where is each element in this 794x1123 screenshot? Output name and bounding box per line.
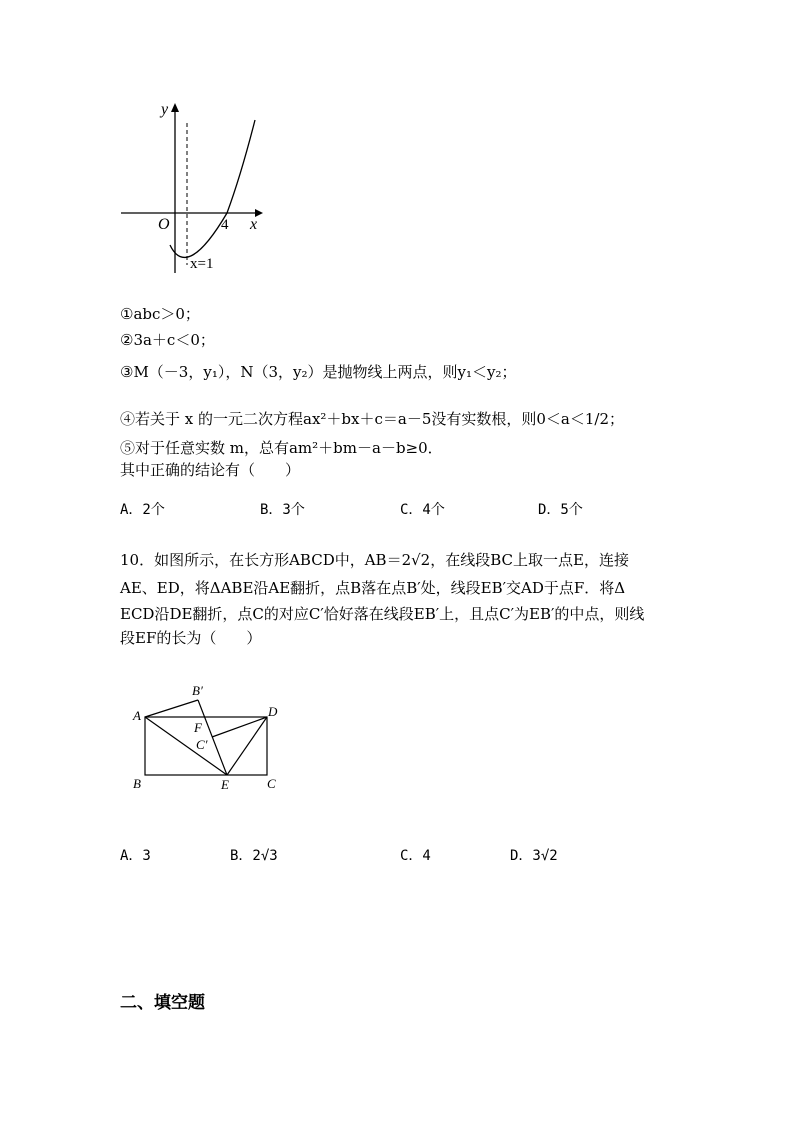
label-f: F [194, 720, 202, 735]
q10-line-3: ECD沿DE翻折，点C的对应C′恰好落在线段EB′上，且点C′为EB′的中点，则线 [120, 605, 645, 623]
q9-option-d[interactable]: D．5个 [538, 502, 583, 518]
label-a: A [133, 708, 141, 723]
label-y: y [161, 101, 169, 118]
statement-1: ①abc＞0； [120, 305, 200, 323]
q9-option-c[interactable]: C．4个 [400, 502, 445, 518]
q10-option-a[interactable]: A．3 [120, 848, 151, 864]
label-c: C [267, 776, 276, 791]
rectangle-figure [128, 680, 288, 800]
label-b1: B′ [192, 683, 203, 698]
parabola-graph [115, 95, 275, 280]
statement-5: ⑤对于任意实数 m，总有am²＋bm－a－b≥0． [120, 439, 443, 457]
label-origin: O [158, 216, 170, 233]
label-d: D [268, 704, 278, 719]
statement-3: ③M（－3，y₁），N（3，y₂）是抛物线上两点，则y₁＜y₂； [120, 363, 517, 381]
q9-prompt: 其中正确的结论有（ ） [120, 461, 301, 479]
label-4: 4 [221, 217, 229, 233]
label-e: E [221, 777, 229, 792]
statement-2: ②3a＋c＜0； [120, 331, 215, 349]
seg-de [227, 717, 267, 775]
label-b: B [133, 776, 141, 791]
q10-line-1: 10．如图所示，在长方形ABCD中，AB＝2√2，在线段BC上取一点E，连接 [120, 551, 629, 569]
seg-ab1 [145, 700, 198, 717]
parabola-curve [170, 120, 258, 257]
seg-ae [145, 717, 227, 775]
q10-option-d[interactable]: D．3√2 [510, 848, 558, 864]
label-axis-eq: x=1 [190, 256, 214, 272]
q10-option-b[interactable]: B．2√3 [230, 848, 278, 864]
q10-line-2: AE、ED，将ΔABE沿AE翻折，点B落在点B′处，线段EB′交AD于点F．将Δ [120, 579, 626, 597]
label-c1: C′ [196, 737, 208, 752]
y-axis-arrow [171, 103, 179, 112]
statement-4: ④若关于 x 的一元二次方程ax²＋bx＋c＝a－5没有实数根，则0＜a＜1/2； [120, 410, 624, 428]
section-title: 二、填空题 [120, 993, 205, 1013]
label-x: x [250, 216, 258, 233]
q10-option-c[interactable]: C．4 [400, 848, 431, 864]
seg-dc1 [212, 717, 267, 737]
q10-line-4: 段EF的长为（ ） [120, 629, 262, 647]
q9-option-b[interactable]: B．3个 [260, 502, 305, 518]
q9-option-a[interactable]: A．2个 [120, 502, 165, 518]
